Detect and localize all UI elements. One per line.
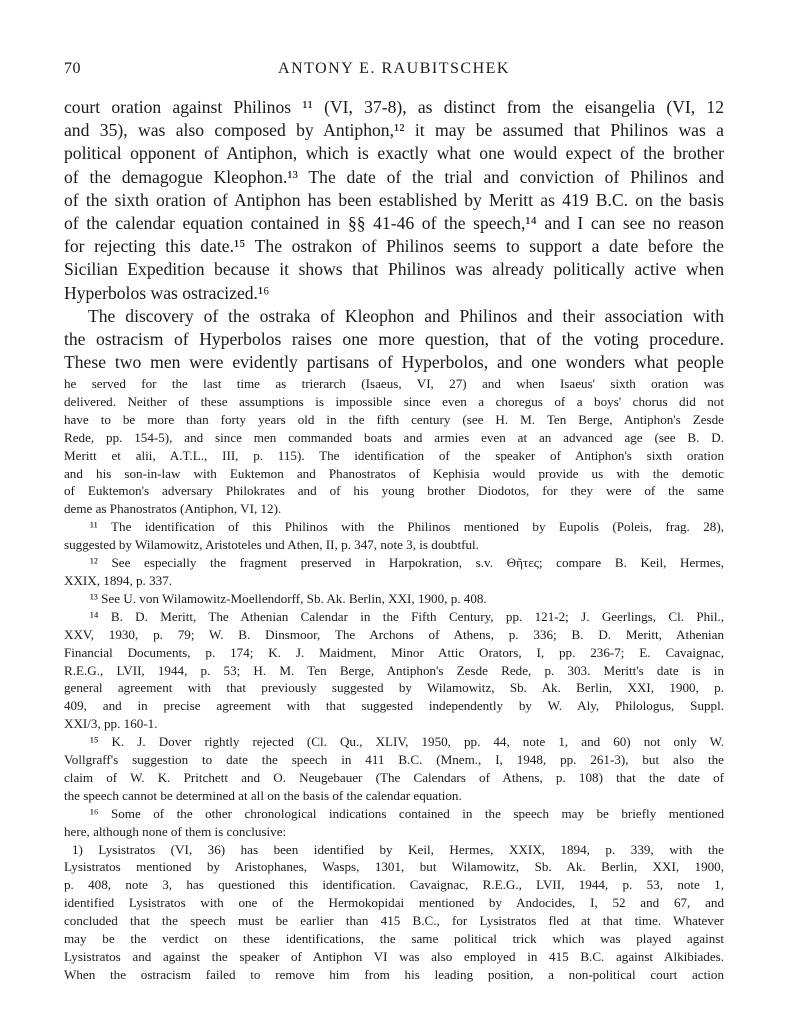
footnote-line: Lysistratos and against the speaker of Antiphon VI was also employed in 415 B.C. against Alkibiades.	[64, 949, 724, 964]
footnote-line: deme as Phanostratos (Antiphon, VI, 12).	[64, 501, 282, 517]
footnotes	[64, 375, 724, 984]
text-line: political opponent of Antiphon, which is exactly what one would expect of the brother	[64, 143, 724, 164]
text-line: The discovery of the ostraka of Kleophon and Philinos and their association with	[88, 305, 724, 326]
footnote-line: p. 408, note 3, has questioned this identification. Cavaignac, R.E.G., LVII, 1944, p. 53, note 1,	[64, 877, 724, 893]
footnote-11: ¹¹ The identification of this Philinos with the Philinos mentioned by Eupolis (Poleis, frag. 28),	[90, 519, 724, 535]
footnote-line: he served for the last time as trierarch (Isaeus, VI, 27) and when Isaeus' sixth oration was	[64, 376, 724, 391]
footnote-line: claim of W. K. Pritchett and O. Neugebauer (The Calendars of Athens, p. 108) that the date of	[64, 769, 724, 785]
text-line: of the sixth oration of Antiphon has been established by Meritt as 419 B.C. on the basis	[64, 189, 724, 210]
footnote-line: When the ostracism failed to remove him from his leading position, a non-political court action	[64, 966, 724, 982]
footnote-line: XXI/3, pp. 160-1.	[64, 716, 158, 732]
footnote-13: ¹³ See U. von Wilamowitz-Moellendorff, Sb. Ak. Berlin, XXI, 1900, p. 408.	[90, 590, 487, 606]
footnote-line: 409, and in precise agreement with that suggested independently by W. Aly, Philologus, Suppl.	[64, 698, 724, 714]
page-number: 70	[64, 60, 81, 77]
text-line: and 35), was also composed by Antiphon,¹² it may be assumed that Philinos was a	[64, 120, 724, 141]
footnote-line: suggested by Wilamowitz, Aristoteles und Athen, II, p. 347, note 3, is doubtful.	[64, 537, 479, 553]
footnote-line: R.E.G., LVII, 1944, p. 53; H. M. Ten Berge, Antiphon's Zesde Rede, p. 303. Meritt's date is in	[64, 662, 724, 678]
footnote-line: have to be more than forty years old in the fifth century (see H. M. Ten Berge, Antiphon's Zesde	[64, 411, 724, 427]
footnote-line: identified Lysistratos with one of the Hermokopidai mentioned by Andocides, I, 52 and 67, and	[64, 895, 724, 911]
footnote-line: general agreement with that previously suggested by Wilamowitz, Sb. Ak. Berlin, XXI, 1900, p.	[64, 680, 724, 696]
text-line: Hyperbolos was ostracized.¹⁶	[64, 282, 270, 303]
page-header	[64, 60, 724, 84]
footnote-line: XXIX, 1894, p. 337.	[64, 572, 173, 588]
footnote-line: Meritt et alii, A.T.L., III, p. 115). The identification of the speaker of Antiphon's sixth oration	[64, 447, 724, 463]
footnote-line: Financial Documents, p. 174; K. J. Maidment, Minor Attic Orators, I, pp. 236-7; E. Cavaignac,	[64, 644, 724, 660]
text-line: for rejecting this date.¹⁵ The ostrakon of Philinos seems to support a date before the	[64, 236, 724, 257]
footnote-line: Lysistratos mentioned by Aristophanes, Wasps, 1301, but Wilamowitz, Sb. Ak. Berlin, XXI, 1900,	[64, 859, 724, 875]
footnote-line: XXV, 1930, p. 79; W. B. Dinsmoor, The Archons of Athens, p. 336; B. D. Meritt, Athenian	[64, 626, 724, 642]
footnote-line: Rede, pp. 154-5), and since men commanded boats and armies even at an advanced age (see B. D.	[64, 429, 724, 445]
text-line: of the demagogue Kleophon.¹³ The date of the trial and conviction of Philinos and	[64, 166, 724, 187]
text-line: These two men were evidently partisans of Hyperbolos, and one wonders what people	[64, 352, 724, 373]
main-text	[64, 96, 724, 374]
footnote-14: ¹⁴ B. D. Meritt, The Athenian Calendar in the Fifth Century, pp. 121-2; J. Geerlings, Cl. Phil.,	[90, 608, 724, 624]
footnote-16: ¹⁶ Some of the other chronological indications contained in the speech may be briefly mentioned	[90, 805, 724, 821]
footnote-line: Vollgraff's suggestion to date the speech in 411 B.C. (Mnem., I, 1948, pp. 261-3), but also the	[64, 752, 724, 768]
text-line: court oration against Philinos ¹¹ (VI, 37-8), as distinct from the eisangelia (VI, 12	[64, 97, 724, 117]
footnote-line: of Euktemon's adversary Philokrates and of his young brother Diodotos, for they were of the same	[64, 483, 724, 499]
text-line: Sicilian Expedition because it shows that Philinos was already politically active when	[64, 259, 724, 280]
footnote-line: 1) Lysistratos (VI, 36) has been identified by Keil, Hermes, XXIX, 1894, p. 339, with the	[72, 841, 724, 857]
footnote-15: ¹⁵ K. J. Dover rightly rejected (Cl. Qu., XLIV, 1950, pp. 44, note 1, and 60) not only W.	[90, 734, 724, 750]
footnote-12: ¹² See especially the fragment preserved in Harpokration, s.v. Θῆτες; compare B. Keil, Hermes,	[90, 555, 724, 571]
footnote-line: and his son-in-law with Euktemon and Phanostratos of Kephisia would provide us with the demotic	[64, 465, 724, 481]
footnote-line: delivered. Neither of these assumptions is impossible since even a choregus of a boys' chorus did not	[64, 393, 724, 409]
footnote-line: may be the verdict on these identifications, the same political trick which was played against	[64, 931, 724, 947]
running-head: ANTONY E. RAUBITSCHEK	[278, 60, 510, 77]
text-line: the ostracism of Hyperbolos raises one more question, that of the voting procedure.	[64, 329, 724, 350]
footnote-line: concluded that the speech must be earlier than 415 B.C., for Lysistratos fled at that time. Whatever	[64, 913, 724, 929]
footnote-line: the speech cannot be determined at all on the basis of the calendar equation.	[64, 787, 462, 803]
text-line: of the calendar equation contained in §§ 41-46 of the speech,¹⁴ and I can see no reason	[64, 213, 724, 234]
footnote-line: here, although none of them is conclusive:	[64, 823, 287, 839]
